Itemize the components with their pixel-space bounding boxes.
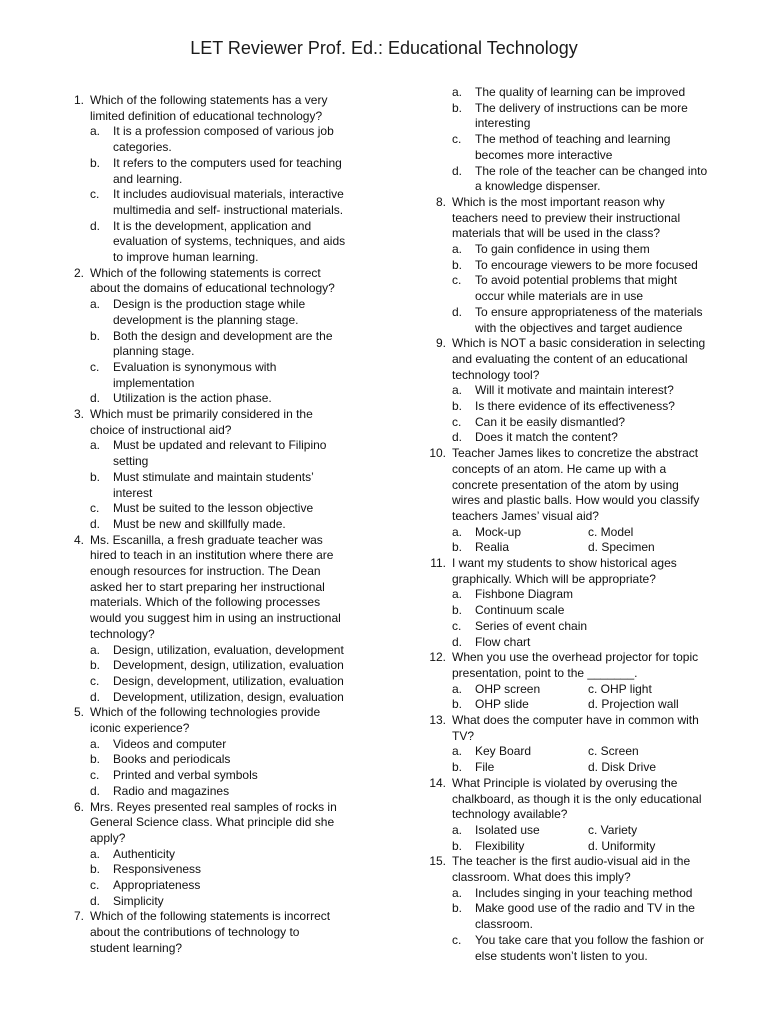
answer-option[interactable]: c. Variety <box>588 822 638 837</box>
answer-option[interactable] <box>90 297 382 328</box>
option-letter: d. <box>452 163 463 178</box>
option-letter: a. <box>452 524 463 539</box>
answer-options <box>90 297 382 407</box>
text-line: What does the computer have in common with <box>452 713 699 727</box>
question-stem <box>452 854 752 885</box>
question-body <box>452 556 752 650</box>
text-line: and learning. <box>113 171 183 186</box>
text-line: The teacher is the first audio-visual aid in the <box>452 854 691 869</box>
question-number: 2. <box>73 265 84 280</box>
option-letter: a. <box>90 846 101 861</box>
option-letter: b. <box>90 862 101 877</box>
option-letter: a. <box>452 587 463 602</box>
option-letter: d. <box>452 634 463 649</box>
text-line: Design is the production stage while <box>113 297 306 312</box>
text-line: Books and periodicals <box>113 752 231 767</box>
answer-option[interactable] <box>90 219 382 266</box>
text-line: The role of the teacher can be changed into <box>475 163 708 178</box>
question-body <box>90 800 382 910</box>
question-stem <box>452 446 752 525</box>
text-line: Is there evidence of its effectiveness? <box>475 399 675 413</box>
answer-options <box>452 823 752 854</box>
answer-option[interactable] <box>452 305 752 336</box>
text-line: becomes more interactive <box>475 147 613 162</box>
text-line: Make good use of the radio and TV in the <box>475 901 695 916</box>
option-letter: b. <box>90 658 101 673</box>
text-line: classroom. <box>475 917 534 932</box>
text-line: The delivery of instructions can be more <box>475 100 688 115</box>
text-line: Will it motivate and maintain interest? <box>475 383 674 398</box>
option-letter: b. <box>452 760 463 775</box>
text-line: Teacher James likes to concretize the abstract <box>452 446 699 461</box>
answer-option[interactable] <box>452 273 752 304</box>
question-stem <box>452 776 752 823</box>
answer-options <box>90 643 382 706</box>
text-line: Design, development, utilization, evaluation <box>113 673 344 688</box>
text-line: wires and plastic balls. How would you classify <box>452 493 700 508</box>
option-letter: b. <box>90 328 101 343</box>
option-letter: b. <box>90 155 101 170</box>
text-line: Design, utilization, evaluation, development <box>113 642 344 657</box>
answer-option[interactable] <box>452 164 752 195</box>
text-line: Does it match the content? <box>475 430 618 445</box>
text-line: It is a profession composed of various job <box>113 124 334 139</box>
answer-option[interactable] <box>452 132 752 163</box>
question-number: 4. <box>73 532 84 547</box>
text-line: teachers need to preview their instructional <box>452 210 681 225</box>
answer-option[interactable] <box>452 619 752 635</box>
option-letter: d. <box>452 430 463 445</box>
question-body <box>452 776 752 854</box>
option-letter: c. <box>452 932 462 947</box>
answer-options <box>452 886 752 965</box>
text-line: Which is NOT a basic consideration in selecting <box>452 336 706 351</box>
answer-option-row <box>452 697 752 713</box>
text-line: technology? <box>90 626 155 641</box>
option-letter: a. <box>452 822 463 837</box>
question-number: 3. <box>73 407 84 421</box>
answer-option[interactable] <box>452 603 752 619</box>
question-number: 12. <box>429 650 446 665</box>
answer-options <box>90 737 382 800</box>
text-line: Development, utilization, design, evaluation <box>113 689 344 704</box>
question-body <box>90 266 382 407</box>
text-line: Series of event chain <box>475 618 588 633</box>
text-line: Development, design, utilization, evaluation <box>113 658 344 673</box>
question-body <box>90 407 382 533</box>
answer-option[interactable]: Key Board <box>475 744 532 759</box>
question-stem <box>90 266 382 297</box>
text-line: Simplicity <box>113 893 164 908</box>
text-line: implementation <box>113 375 195 390</box>
option-letter: c. <box>90 501 100 516</box>
text-line: It includes audiovisual materials, interactive <box>113 187 344 202</box>
text-line: chalkboard, as though it is the only educational <box>452 791 702 806</box>
answer-option[interactable] <box>90 391 382 407</box>
text-line: Must be updated and relevant to Filipino <box>113 438 327 453</box>
text-line: Appropriateness <box>113 878 201 893</box>
answer-options <box>452 383 752 446</box>
option-letter: d. <box>90 783 101 798</box>
text-line: graphically. Which will be appropriate? <box>452 571 656 586</box>
answer-option[interactable]: Flexibility <box>475 838 525 853</box>
answer-option[interactable] <box>452 587 752 603</box>
option-letter: b. <box>452 697 463 712</box>
option-letter: c. <box>452 414 462 429</box>
question-stem <box>90 533 382 643</box>
question-number: 13. <box>429 713 446 727</box>
answer-option[interactable] <box>90 517 382 533</box>
text-line: technology tool? <box>452 367 540 382</box>
answer-option[interactable] <box>452 415 752 431</box>
answer-option[interactable] <box>452 399 752 415</box>
text-line: The method of teaching and learning <box>475 132 671 147</box>
text-line: teachers James’ visual aid? <box>452 508 599 523</box>
text-line: It refers to the computers used for teaching <box>113 155 342 170</box>
option-letter: c. <box>452 132 462 147</box>
text-line: To avoid potential problems that might <box>475 273 678 288</box>
answer-option[interactable] <box>452 430 752 446</box>
answer-option[interactable] <box>90 862 382 878</box>
answer-option[interactable] <box>90 501 382 517</box>
text-line: and evaluating the content of an educational <box>452 351 688 366</box>
answer-option[interactable] <box>90 690 382 706</box>
text-line: apply? <box>90 830 126 845</box>
answer-option[interactable]: Realia <box>475 540 510 555</box>
answer-option[interactable]: Isolated use <box>475 822 540 837</box>
text-line: To encourage viewers to be more focused <box>475 257 698 272</box>
text-line: limited definition of educational technology? <box>90 108 323 123</box>
text-line: evaluation of systems, techniques, and aids <box>113 234 346 249</box>
text-line: enough resources for instruction. The Dean <box>90 564 321 578</box>
text-line: Flow chart <box>475 634 531 649</box>
answer-options <box>452 525 752 556</box>
answer-option[interactable]: Mock-up <box>475 524 522 539</box>
answer-option[interactable] <box>452 101 752 132</box>
text-line: Must stimulate and maintain students’ <box>113 469 314 484</box>
answer-option-row <box>452 839 752 855</box>
option-letter: b. <box>452 901 463 916</box>
answer-option[interactable] <box>90 360 382 391</box>
answer-option[interactable] <box>452 933 752 964</box>
question-body <box>452 85 752 195</box>
answer-option-row <box>452 760 752 776</box>
option-letter: c. <box>452 273 462 288</box>
answer-option[interactable] <box>452 85 752 101</box>
text-line: What Principle is violated by overusing the <box>452 775 678 790</box>
option-letter: d. <box>90 218 101 233</box>
text-line: with the objectives and target audience <box>475 320 683 335</box>
answer-option-row <box>452 525 752 541</box>
answer-options <box>452 242 752 336</box>
text-line: Responsiveness <box>113 862 202 877</box>
answer-options <box>90 438 382 532</box>
question-stem <box>90 407 382 438</box>
option-letter: d. <box>90 689 101 704</box>
text-line: Both the design and development are the <box>113 328 333 343</box>
question-body <box>90 93 382 266</box>
option-letter: a. <box>90 124 101 139</box>
option-letter: b. <box>90 469 101 484</box>
option-letter: a. <box>90 297 101 312</box>
text-line: asked her to start preparing her instructional <box>90 579 325 594</box>
text-line: Fishbone Diagram <box>475 587 574 602</box>
option-letter: a. <box>90 736 101 751</box>
answer-options <box>90 847 382 910</box>
question-stem <box>90 800 382 847</box>
option-letter: a. <box>452 681 463 696</box>
question-body <box>90 909 382 956</box>
option-letter: d. <box>90 516 101 531</box>
option-letter: c. <box>90 768 100 783</box>
answer-options <box>452 682 752 713</box>
answer-option[interactable]: File <box>475 760 495 775</box>
question-stem <box>452 650 752 681</box>
question-body <box>90 705 382 799</box>
answer-option[interactable] <box>90 156 382 187</box>
answer-option[interactable] <box>452 901 752 932</box>
answer-option-row <box>452 823 752 839</box>
answer-option[interactable] <box>452 383 752 399</box>
text-line: materials that will be used in the class? <box>452 226 661 241</box>
answer-options <box>452 587 752 650</box>
answer-option[interactable] <box>452 635 752 651</box>
text-line: categories. <box>113 140 172 155</box>
answer-option[interactable] <box>90 752 382 768</box>
option-letter: b. <box>90 752 101 767</box>
question-body <box>90 533 382 706</box>
question-number: 14. <box>429 775 446 790</box>
text-line: interest <box>113 485 153 500</box>
answer-option[interactable]: d. Projection wall <box>588 697 679 712</box>
question-stem <box>452 556 752 587</box>
page-title: LET Reviewer Prof. Ed.: Educational Technology <box>190 38 578 58</box>
text-line: Printed and verbal symbols <box>113 768 258 783</box>
answer-option[interactable] <box>90 124 382 155</box>
option-letter: a. <box>452 744 463 759</box>
text-line: about the contributions of technology to <box>90 925 300 940</box>
option-letter: a. <box>452 383 463 398</box>
option-letter: d. <box>90 893 101 908</box>
question-stem <box>452 336 752 383</box>
answer-option-row <box>452 682 752 698</box>
text-line: Must be new and skillfully made. <box>113 516 286 531</box>
answer-option[interactable] <box>90 674 382 690</box>
question-stem <box>90 705 382 736</box>
question-number: 6. <box>73 799 84 814</box>
answer-option[interactable] <box>452 886 752 902</box>
answer-option[interactable]: c. OHP light <box>588 681 652 696</box>
text-line: hired to teach in an institution where there are <box>90 548 334 563</box>
text-line: To ensure appropriateness of the materials <box>475 304 703 319</box>
question-number: 1. <box>73 93 84 107</box>
text-line: Which is the most important reason why <box>452 194 665 209</box>
text-line: Videos and computer <box>113 736 227 751</box>
text-line: multimedia and self- instructional materials. <box>113 202 344 217</box>
text-line: concrete presentation of the atom by using <box>452 477 679 492</box>
answer-option[interactable]: d. Specimen <box>588 540 655 555</box>
answer-option[interactable]: d. Disk Drive <box>588 760 657 775</box>
text-line: Which must be primarily considered in the <box>90 407 313 421</box>
text-line: Can it be easily dismantled? <box>475 414 626 429</box>
text-line: concepts of an atom. He came up with a <box>452 461 667 476</box>
text-line: student learning? <box>90 940 183 955</box>
option-letter: b. <box>452 100 463 115</box>
text-line: development is the planning stage. <box>113 312 299 327</box>
answer-option[interactable] <box>90 187 382 218</box>
text-line: Which of the following statements is incorrect <box>90 909 331 924</box>
text-line: You take care that you follow the fashion or <box>475 932 705 947</box>
answer-option-row <box>452 744 752 760</box>
text-line: Utilization is the action phase. <box>113 391 272 406</box>
text-line: The quality of learning can be improved <box>475 85 686 99</box>
option-letter: a. <box>90 642 101 657</box>
answer-option[interactable] <box>452 258 752 274</box>
answer-option-row <box>452 540 752 556</box>
option-letter: b. <box>452 603 463 618</box>
text-line: planning stage. <box>113 344 195 359</box>
option-letter: b. <box>452 257 463 272</box>
question-body <box>452 713 752 776</box>
option-letter: c. <box>90 673 100 688</box>
option-letter: b. <box>452 838 463 853</box>
text-line: interesting <box>475 116 531 131</box>
text-line: It is the development, application and <box>113 218 312 233</box>
answer-options <box>452 85 752 195</box>
text-line: Includes singing in your teaching method <box>475 885 693 900</box>
text-line: Continuum scale <box>475 603 565 618</box>
answer-option[interactable]: OHP slide <box>475 697 529 712</box>
text-line: iconic experience? <box>90 721 190 735</box>
answer-option[interactable] <box>90 894 382 910</box>
question-body <box>452 195 752 336</box>
text-line: Radio and magazines <box>113 783 230 798</box>
question-body <box>452 650 752 713</box>
text-line: I want my students to show historical ages <box>452 556 677 570</box>
question-body <box>452 336 752 446</box>
option-letter: c. <box>90 878 100 893</box>
answer-option[interactable]: c. Model <box>588 524 634 539</box>
text-line: Which of the following statements is correct <box>90 265 321 280</box>
option-letter: c. <box>90 359 100 374</box>
answer-option[interactable] <box>90 784 382 800</box>
text-line: Which of the following technologies provide <box>90 705 321 720</box>
question-number: 5. <box>73 705 84 720</box>
text-line: would you suggest him in using an instructional <box>90 611 341 626</box>
option-letter: c. <box>90 187 100 202</box>
answer-option[interactable] <box>90 768 382 784</box>
question-number: 15. <box>429 854 446 869</box>
question-body <box>452 446 752 556</box>
answer-option[interactable] <box>90 643 382 659</box>
option-letter: a. <box>90 438 101 453</box>
text-line: TV? <box>452 728 475 743</box>
text-line: about the domains of educational technology? <box>90 281 335 296</box>
text-line: When you use the overhead projector for topic <box>452 650 699 665</box>
text-line: materials. Which of the following processes <box>90 595 321 610</box>
text-line: General Science class. What principle did she <box>90 815 335 830</box>
question-stem <box>90 909 382 956</box>
text-line: choice of instructional aid? <box>90 422 232 437</box>
text-line: Mrs. Reyes presented real samples of rocks in <box>90 799 337 814</box>
option-letter: a. <box>452 885 463 900</box>
question-number: 11. <box>430 556 446 570</box>
question-number: 10. <box>429 446 446 461</box>
question-stem <box>90 93 382 124</box>
answer-option[interactable] <box>90 329 382 360</box>
text-line: to improve human learning. <box>113 250 259 265</box>
option-letter: b. <box>452 399 463 413</box>
answer-option[interactable] <box>90 878 382 894</box>
answer-option[interactable]: c. Screen <box>588 744 639 759</box>
answer-option[interactable] <box>90 470 382 501</box>
text-line: Which of the following statements has a very <box>90 93 328 107</box>
answer-option[interactable] <box>90 847 382 863</box>
text-line: To gain confidence in using them <box>475 242 650 256</box>
option-letter: c. <box>452 618 462 633</box>
answer-option[interactable] <box>90 438 382 469</box>
answer-options <box>452 744 752 775</box>
text-line: Ms. Escanilla, a fresh graduate teacher was <box>90 532 323 547</box>
answer-option[interactable] <box>90 737 382 753</box>
text-line: Must be suited to the lesson objective <box>113 501 314 516</box>
text-line: else students won’t listen to you. <box>475 948 648 963</box>
answer-option[interactable] <box>90 658 382 674</box>
question-number: 8. <box>435 194 446 209</box>
text-line: occur while materials are in use <box>475 289 644 304</box>
text-line: setting <box>113 454 149 469</box>
option-letter: a. <box>452 85 463 99</box>
question-stem <box>452 713 752 744</box>
question-stem <box>452 195 752 242</box>
question-number: 9. <box>435 336 446 351</box>
question-body <box>452 854 752 964</box>
text-line: a knowledge dispenser. <box>475 179 601 194</box>
text-line: presentation, point to the _______. <box>452 665 638 680</box>
question-number: 7. <box>73 909 84 924</box>
option-letter: d. <box>90 391 101 406</box>
text-line: Evaluation is synonymous with <box>113 359 277 374</box>
option-letter: b. <box>452 540 463 555</box>
answer-options <box>90 124 382 265</box>
text-line: Authenticity <box>113 846 176 861</box>
option-letter: a. <box>452 242 463 256</box>
text-line: technology available? <box>452 807 568 822</box>
answer-option[interactable]: d. Uniformity <box>588 838 656 853</box>
text-line: classroom. What does this imply? <box>452 870 631 884</box>
answer-option[interactable]: OHP screen <box>475 681 541 696</box>
option-letter: d. <box>452 304 463 319</box>
answer-option[interactable] <box>452 242 752 258</box>
